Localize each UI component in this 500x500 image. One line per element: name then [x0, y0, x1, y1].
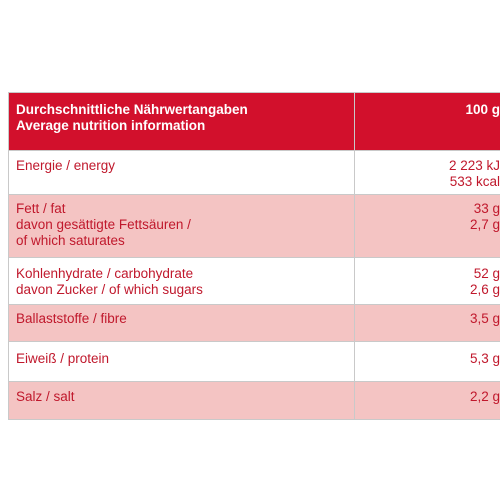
nutrient-label-cell — [9, 305, 355, 342]
nutrient-value: 2,2 g — [469, 389, 500, 404]
nutrient-value-cell — [355, 195, 500, 258]
nutrient-value: 52 g — [473, 266, 500, 281]
table-row-fibre — [9, 305, 500, 342]
nutrient-label-cell — [9, 342, 355, 382]
table-row-carbohydrate — [9, 258, 500, 305]
nutrient-label: Fett / fat — [16, 201, 66, 216]
nutrient-label: Salz / salt — [16, 389, 75, 404]
nutrient-value-cell — [355, 151, 500, 195]
nutrient-label: Eiweiß / protein — [16, 351, 110, 366]
nutrient-label: davon Zucker / of which sugars — [16, 282, 203, 297]
nutrient-value: 2 223 kJ — [448, 158, 500, 173]
table-row-fat — [9, 195, 500, 258]
nutrient-value-cell — [355, 305, 500, 342]
nutrient-label: davon gesättigte Fettsäuren / — [16, 217, 191, 232]
nutrient-label-cell — [9, 195, 355, 258]
table-row-protein — [9, 342, 500, 382]
header-label-cell — [9, 93, 355, 151]
nutrient-value: 533 kcal — [449, 174, 500, 189]
header-amount: 100 g — [465, 102, 500, 117]
nutrient-label: Kohlenhydrate / carbohydrate — [16, 266, 194, 281]
table-row-energy — [9, 151, 500, 195]
header-label-de: Durchschnittliche Nährwertangaben — [16, 102, 248, 117]
nutrient-value: 3,5 g — [469, 311, 500, 326]
nutrient-value-cell — [355, 382, 500, 420]
nutrient-value-cell — [355, 258, 500, 305]
nutrient-label: Ballaststoffe / fibre — [16, 311, 127, 326]
nutrient-label-cell — [9, 382, 355, 420]
nutrient-label: of which saturates — [16, 233, 125, 248]
nutrient-value: 5,3 g — [469, 351, 500, 366]
nutrient-label-cell — [9, 258, 355, 305]
nutrient-value: 2,7 g — [469, 217, 500, 232]
nutrient-value: 33 g — [473, 201, 500, 216]
nutrient-value: 2,6 g — [469, 282, 500, 297]
header-amount-cell — [355, 93, 500, 151]
header-label-en: Average nutrition information — [16, 118, 206, 133]
nutrient-value-cell — [355, 342, 500, 382]
table-row-salt — [9, 382, 500, 420]
table-header-row — [9, 93, 500, 151]
nutrient-label-cell — [9, 151, 355, 195]
nutrient-label: Energie / energy — [16, 158, 116, 173]
nutrition-table — [8, 92, 500, 420]
